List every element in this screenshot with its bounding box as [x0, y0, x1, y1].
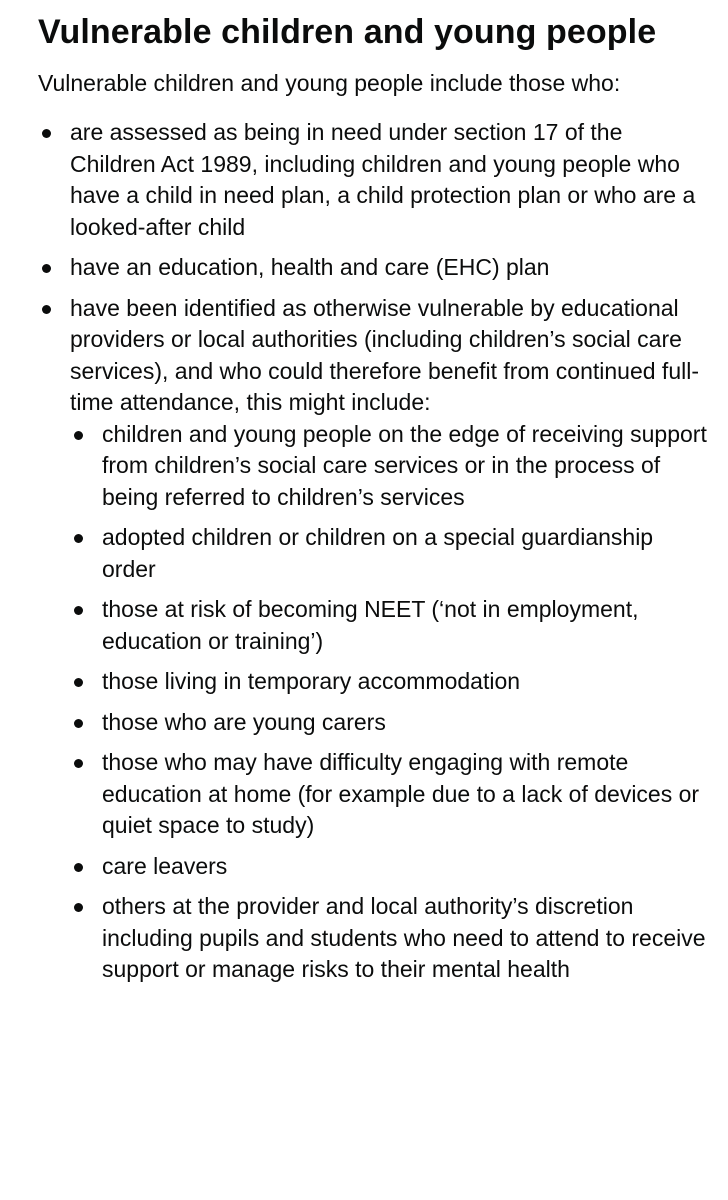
nested-list-item	[70, 594, 708, 657]
nested-list-item	[70, 522, 708, 585]
nested-list-item-text: those living in temporary accommodation	[102, 668, 521, 694]
vulnerable-criteria-list	[38, 117, 708, 986]
list-item-text: have been identified as otherwise vulnerable by educational providers or local authorities (including children’s social care services), and who could therefore benefit from continued full-time attendance, this might include:	[70, 294, 699, 415]
nested-list-item-text: those at risk of becoming NEET (‘not in employment, education or training’)	[102, 596, 639, 654]
nested-list	[70, 419, 708, 986]
nested-list-item-text: those who are young carers	[102, 708, 386, 735]
list-item	[38, 252, 708, 284]
nested-list-item-text: others at the provider and local authority’s discretion including pupils and students who need to attend to receive support or manage risks to their mental health	[102, 893, 706, 982]
nested-list-item-text: adopted children or children on a special guardianship order	[102, 524, 654, 582]
nested-list-item	[70, 851, 708, 883]
intro-paragraph: Vulnerable children and young people include those who:	[38, 70, 621, 96]
list-item-text: are assessed as being in need under section 17 of the Children Act 1989, including children and young people who have a child in need plan, a child protection plan or who are a looked-after child	[70, 119, 696, 240]
list-item	[38, 293, 708, 986]
list-item-text: have an education, health and care (EHC) plan	[70, 254, 550, 280]
list-item	[38, 117, 708, 243]
nested-list-item	[70, 707, 708, 739]
nested-list-item	[70, 666, 708, 698]
nested-list-item	[70, 419, 708, 514]
nested-list-item	[70, 891, 708, 986]
nested-list-item-text: children and young people on the edge of receiving support from children’s social care services or in the process of being referred to children’s services	[102, 420, 707, 510]
nested-list-item	[70, 747, 708, 842]
nested-list-item-text: care leavers	[102, 852, 228, 879]
page-title: Vulnerable children and young people	[38, 13, 657, 51]
nested-list-item-text: those who may have difficulty engaging with remote education at home (for example due to a lack of devices or quiet space to study)	[102, 749, 700, 838]
